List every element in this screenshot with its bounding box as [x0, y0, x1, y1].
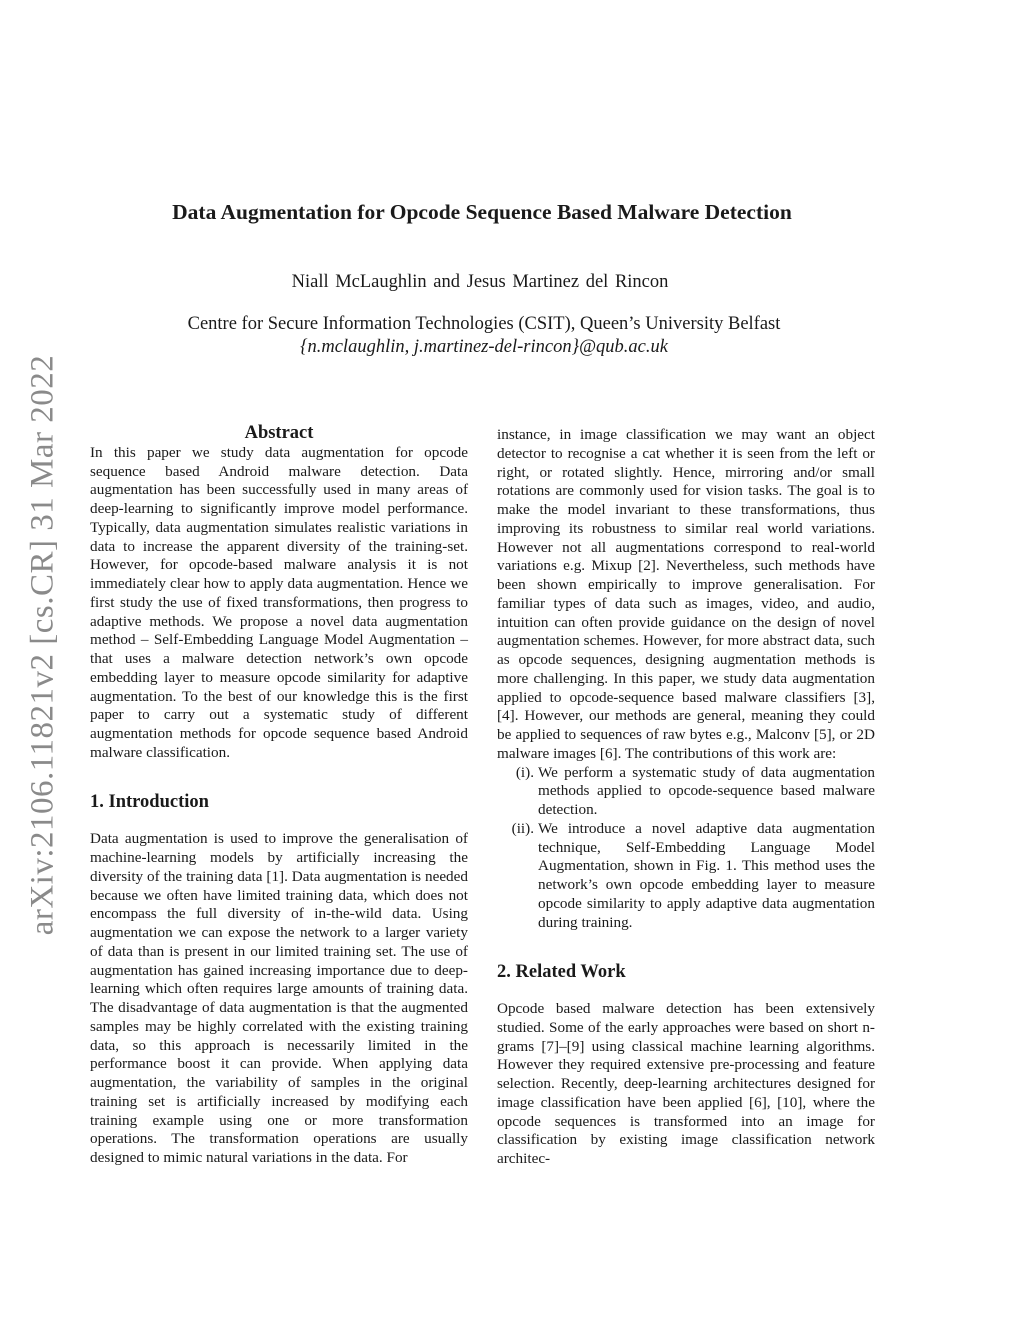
arxiv-side-banner: [18, 350, 68, 940]
abstract-heading: Abstract: [244, 423, 314, 443]
contribution-item: [497, 820, 875, 933]
arxiv-identifier: arXiv:2106.11821v2 [cs.CR] 31 Mar 2022: [24, 354, 61, 936]
contribution-text: We introduce a novel adaptive data augmentation technique, Self-Embedding Language Model Augmentation, shown in Fig. 1. This method uses the network’s own opcode embedding layer to measure opcode similarity to apply adaptive data augmentation during training.: [538, 819, 875, 931]
introduction-text: Data augmentation is used to improve the generalisation of machine-learning models by artificially increasing the diversity of the training data [1]. Data augmentation is needed because we often have limited training data, which does not encompass the full diversity of in-the-wild data. Using augmentation we can expose the network to a larger variety of data than is present in our limited training set. The use of augmentation has gained increasing importance due to deep-learning which often requires large amounts of training data. The disadvantage of data augmentation is that the augmented samples may be highly correlated with the existing training data, so this approach is necessarily limited in the performance boost it can provide. When applying data augmentation, the variability of samples in the original training set is artificially increased by modifying each training example using one or more transformation operations. The transformation operations are usually designed to mimic natural variations in the data. For: [90, 830, 468, 1166]
right-column: [497, 426, 875, 1169]
paper-title: Data Augmentation for Opcode Sequence Based Malware Detection: [172, 200, 792, 224]
paper-authors: Niall McLaughlin and Jesus Martinez del Rincon: [291, 272, 669, 292]
introduction-continued-text: instance, in image classification we may want an object detector to recognise a cat whether it is seen from the left or right, or rotated slightly. Hence, mirroring and/or small rotations are commonly used for vision tasks. The goal is to make the model invariant to these transformations, thus improving its robustness to similar real world variations. However not all augmentations correspond to real-world variations e.g. Mixup [2]. Nevertheless, such methods have been shown empirically to improve generalisation. For familiar types of data such as images, video, and audio, intuition can often provide guidance on the design of novel augmentation schemes. However, for more abstract data, such as opcode sequences, designing augmentation methods is more challenging. In this paper, we study data augmentation applied to opcode-sequence based malware classifiers [3], [4]. However, our methods are general, meaning they could be applied to sequences of raw bytes e.g., Malconv [5], or 2D malware images [6]. The contributions of this work are:: [497, 426, 875, 762]
author-affiliation-block: [100, 313, 868, 359]
contribution-text: We perform a systematic study of data augmentation methods applied to opcode-sequence based malware detection.: [538, 763, 875, 818]
contribution-marker: (ii).: [511, 819, 534, 837]
left-column: [90, 424, 468, 1168]
introduction-heading: 1. Introduction: [90, 791, 209, 812]
author-emails: {n.mclaughlin, j.martinez-del-rincon}@qub.ac.uk: [300, 337, 668, 357]
abstract-text: In this paper we study data augmentation for opcode sequence based Android malware detection. Data augmentation has been successfully used in many areas of deep-learning to significantly improve model performance. Typically, data augmentation simulates realistic variations in data to increase the apparent diversity of the training-set. However, for opcode-based malware analysis it is not immediately clear how to apply data augmentation. Hence we first study the use of fixed transformations, then progress to adaptive methods. We propose a novel data augmentation method – Self-Embedding Language Model Augmentation – that uses a malware detection network’s own opcode embedding layer to measure opcode similarity for adaptive augmentation. To the best of our knowledge this is the first paper to carry out a systematic study of different augmentation methods for opcode sequence based Android malware classification.: [90, 443, 468, 761]
contributions-list: [497, 764, 875, 933]
contribution-marker: (i).: [515, 763, 534, 781]
affiliation: Centre for Secure Information Technologies (CSIT), Queen’s University Belfast: [187, 314, 781, 334]
contribution-item: [497, 764, 875, 820]
related-work-heading: 2. Related Work: [497, 962, 626, 983]
related-work-text: Opcode based malware detection has been extensively studied. Some of the early approaches were based on short n-grams [7]–[9] using classical machine learning algorithms. However they required extensive pre-processing and feature selection. Recently, deep-learning architectures designed for image classification have been applied [6], [10], where the opcode sequences is transformed into an image for classification by existing image classification network architec-: [497, 1000, 875, 1167]
